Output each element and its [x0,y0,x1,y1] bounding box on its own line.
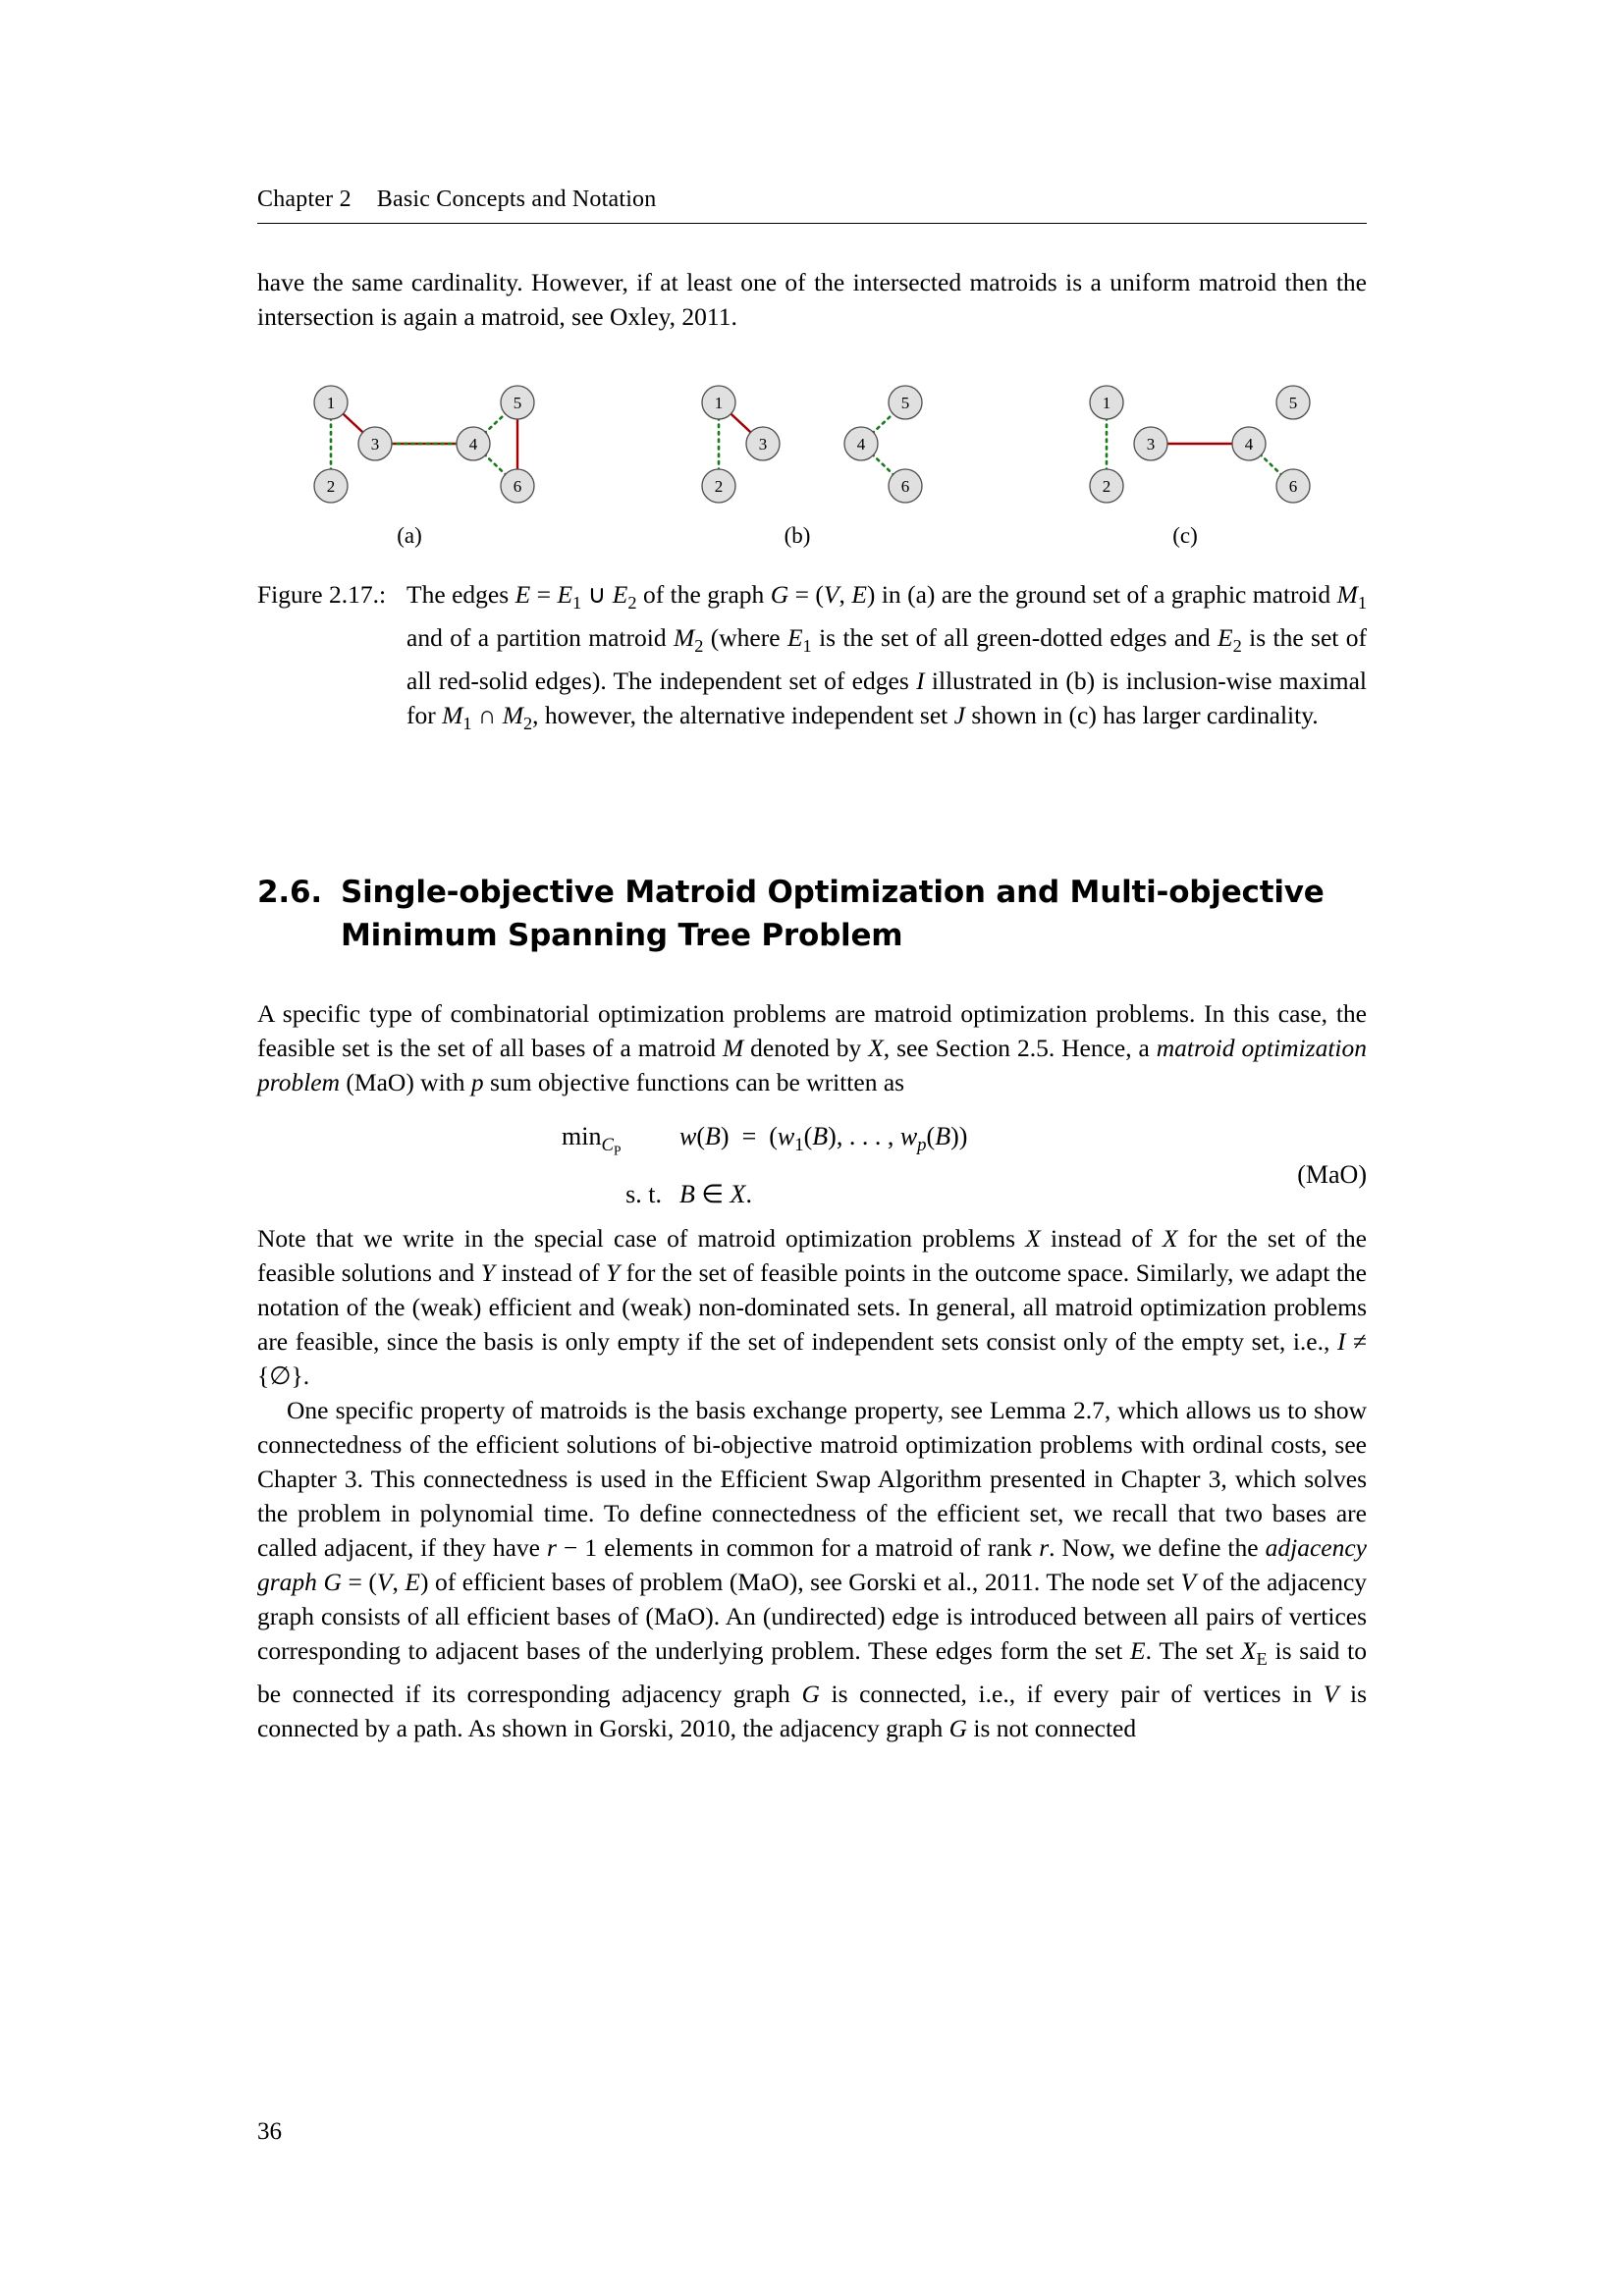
svg-text:6: 6 [900,477,910,496]
p1-part-a: A specific type of combinatorial optimization problems are matroid optimization problems. In this case, the feasible set is the set of all bases of a matroid [257,999,1367,1063]
running-head-chapter: Chapter 2 [257,187,352,212]
p2-part-d: instead of [494,1258,606,1288]
section-title: Single-objective Matroid Optimization and Multi-objective Minimum Spanning Tree Problem [341,875,1325,954]
svg-text:1: 1 [326,394,336,412]
svg-text:2: 2 [326,477,336,496]
graph-c [1072,373,1367,515]
caption-part-2: of the graph [636,580,771,609]
caption-part-1: The edges [406,580,515,609]
equation-mao [257,1115,1367,1209]
caption-part-8: illustrated in (b) is inclusion-wise maximal for [406,667,1367,730]
p3-part-g: is said to be connected if its corresponding adjacency graph [257,1636,1368,1709]
svg-text:6: 6 [513,477,522,496]
caption-part-3: in (a) are the ground set of a graphic matroid [875,580,1337,609]
p1-part-d: (MaO) with [340,1068,471,1097]
running-head [257,187,1367,224]
equation-line-2: s. t. B ∈ X. [625,1180,752,1209]
p3-part-f: . The set [1145,1636,1241,1666]
figure-caption-text: The edges $E = E_1$ ∪ $E_2$ of the graph G = (V, E) in (a) are the ground set of a graphic matroid $M_1$ and of a partition matroid $M_2$ (where $E_1$ is the set of all green-dotted edges and $E_2$ is the set of all red-solid edges). The independent set of edges I illustrated in (b) is inclusion-wise maximal for $M_1$ ∩ $M_2$, however, the alternative independent set J shown in (c) has larger cardinality. [406,580,1368,734]
paragraph-2: Note that we write in the special case of matroid optimization problems X instead of X for the set of the feasible solutions and Y instead of Y for the set of feasible points in the outcome space. Similarly, we adapt the notation of the (weak) efficient and (weak) non-dominated sets. In general, all matroid optimization problems are feasible, since the basis is only empty if the set of independent sets consist only of the empty set, i.e., I ≠ {∅}. [257,1224,1367,1391]
p3-part-c: . Now, we define the [1049,1533,1266,1563]
p1-part-b: denoted by [743,1034,869,1063]
page-content [257,187,1367,1745]
svg-text:1: 1 [714,394,724,412]
svg-text:3: 3 [758,435,768,454]
p2-part-a: Note that we write in the special case of matroid optimization problems [257,1224,1026,1254]
p3-part-b: elements in common for a matroid of rank [597,1533,1040,1563]
graph-b [684,373,979,515]
caption-part-9: , however, the alternative independent set [532,701,954,730]
paragraph-1: A specific type of combinatorial optimization problems are matroid optimization problems. In this case, the feasible set is the set of all bases of a matroid M denoted by X, see Section 2.5. Hence, a matroid optimization problem (MaO) with p sum objective functions can be written as [257,999,1367,1097]
paragraph-3: One specific property of matroids is the basis exchange property, see Lemma 2.7, which allows us to show connectedness of the efficient solutions of bi-objective matroid optimization problems with ordinal costs, see Chapter 3. This connectedness is used in the Efficient Swap Algorithm presented in Chapter 3, which solves the problem in polynomial time. To define connectedness of the efficient set, we recall that two bases are called adjacent, if they have r − 1 elements in common for a matroid of rank r. Now, we define the adjacency graph G = (V, E) of efficient bases of problem (MaO), see Gorski et al., 2011. The node set V of the adjacency graph consists of all efficient bases of (MaO). An (undirected) edge is introduced between all pairs of vertices corresponding to adjacent bases of the underlying problem. These edges form the set E. The set $X_E$ is said to be connected if its corresponding adjacency graph G is connected, i.e., if every pair of vertices in V is connected by a path. As shown in Gorski, 2010, the adjacency graph G is not connected [257,1396,1368,1743]
figure-sublabel-a: (a) [397,523,422,548]
running-head-title: Basic Concepts and Notation [376,187,657,212]
svg-text:4: 4 [1244,435,1254,454]
figure-sublabel-c: (c) [1172,523,1198,548]
caption-part-6: is the set of all green-dotted edges and [811,623,1218,653]
p3-part-e: of the adjacency graph consists of all efficient bases of (MaO). An (undirected) edge is introduced between all pairs of vertices corresponding to adjacent bases of the underlying problem. These edges form the set [257,1568,1368,1666]
svg-text:5: 5 [513,394,522,412]
figure-2-17 [257,373,1367,560]
p3-part-d: of efficient bases of problem (MaO), see Gorski et al., 2011. The node set [428,1568,1181,1597]
svg-text:1: 1 [1102,394,1111,412]
section-heading [257,871,1367,957]
graph-a [297,373,591,515]
svg-text:3: 3 [370,435,380,454]
svg-text:6: 6 [1288,477,1298,496]
svg-text:5: 5 [900,394,910,412]
p1-part-e: sum objective functions can be written as [483,1068,905,1097]
p3-part-j: is not connected [967,1714,1137,1743]
caption-part-5: (where [703,623,787,653]
caption-part-10: shown in (c) has larger cardinality. [964,701,1319,730]
svg-text:2: 2 [714,477,724,496]
p3-part-h: is connected, i.e., if every pair of vertices in [819,1680,1324,1709]
equation-body [562,1115,967,1216]
p3-italic-1: adjacency graph [257,1533,1367,1597]
svg-text:4: 4 [856,435,866,454]
p1-italic: matroid optimization problem [257,1034,1367,1097]
svg-text:5: 5 [1288,394,1298,412]
caption-part-4: and of a partition matroid [406,623,674,653]
equation-label: (MaO) [1297,1160,1367,1190]
figure-caption [257,577,1367,741]
p1-part-c: , see Section 2.5. Hence, a [883,1034,1157,1063]
p2-part-f: . [302,1362,310,1391]
figure-sublabel-b: (b) [784,523,811,548]
figure-caption-number: Figure 2.17.: [257,580,387,609]
page-number: 36 [257,2118,282,2145]
figure-graphs [257,373,1367,515]
figure-sublabels [257,515,1367,555]
p3-part-a: One specific property of matroids is the basis exchange property, see Lemma 2.7, which allows us to show connectedness of the efficient solutions of bi-objective matroid optimization problems with ordinal costs, see Chapter 3. This connectedness is used in the Efficient Swap Algorithm presented in Chapter 3, which solves the problem in polynomial time. To define connectedness of the efficient set, we recall that two bases are called adjacent, if they have [257,1396,1367,1563]
svg-text:2: 2 [1102,477,1111,496]
section-number: 2.6. [257,875,322,911]
p2-part-e: for the set of feasible points in the outcome space. Similarly, we adapt the notation of the (weak) efficient and (weak) non-dominated sets. In general, all matroid optimization problems are feasible, since the basis is only empty if the set of independent sets consist only of the empty set, i.e., [257,1258,1367,1357]
p2-part-c: for the set of the feasible solutions and [257,1224,1367,1288]
p3-part-i: is connected by a path. As shown in Gorski, 2010, the adjacency graph [257,1680,1367,1743]
svg-text:3: 3 [1146,435,1156,454]
intro-paragraph: have the same cardinality. However, if at least one of the intersected matroids is a uniform matroid then the intersection is again a matroid, see Oxley, 2011. [257,268,1367,331]
caption-part-7: is the set of all red-solid edges). The independent set of edges [406,623,1368,696]
svg-text:4: 4 [468,435,478,454]
equation-line-1: $\min_{C_P}w(B) = (w_1(B)$, . . . , $w_p(B)$) [562,1122,968,1159]
p2-part-b: instead of [1040,1224,1163,1254]
